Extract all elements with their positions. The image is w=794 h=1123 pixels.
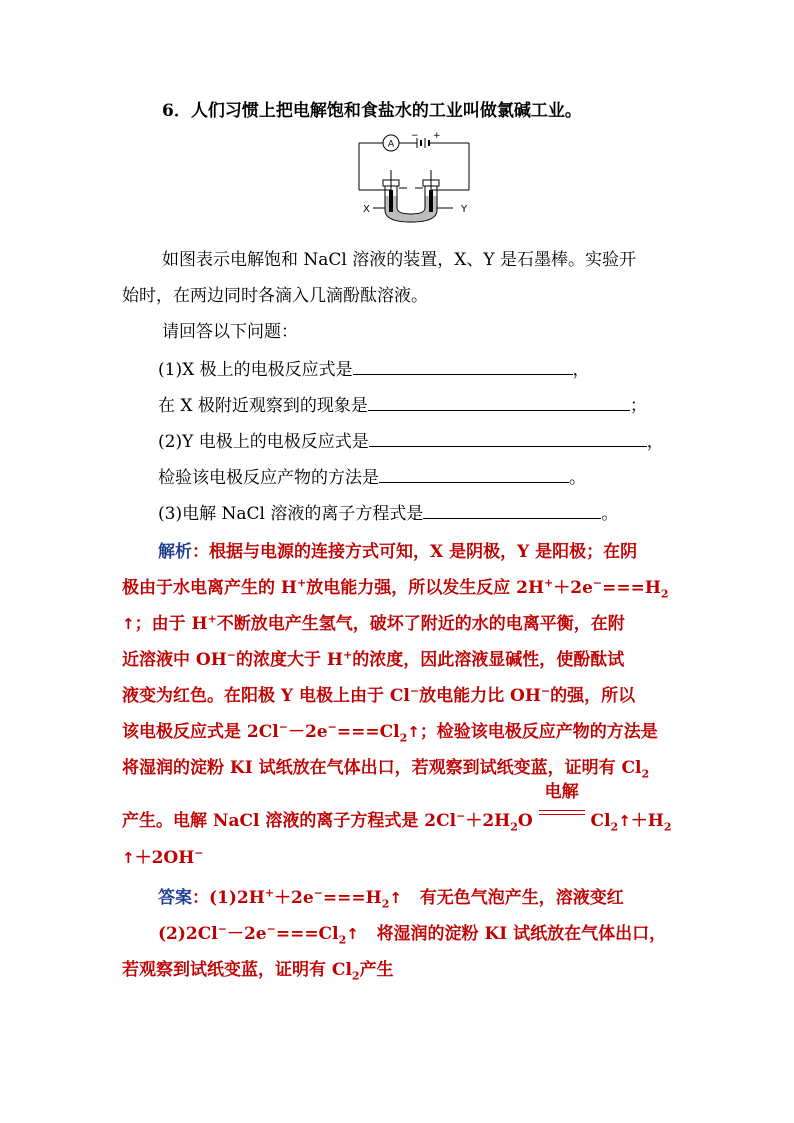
analysis-text-3a: ；由于 H [134,614,208,634]
minus-sup: − [592,576,603,590]
analysis-text-4a: 近溶液中 OH [122,650,227,670]
analysis-line-8 [122,782,672,834]
analysis-text-3b: 不断放电产生氢气，破坏了附近的水的电离平衡，在附 [216,614,625,634]
subscript-2: 2 [351,969,360,983]
question-2a [158,428,664,454]
answer-text-2b: －2e [226,924,267,944]
minus-sup: − [540,684,551,698]
minus-sup: − [313,886,323,900]
question-1a [158,356,590,382]
plus-sup: + [207,612,217,626]
analysis-line-5 [122,684,635,708]
answer-line-1 [158,886,624,910]
analysis-text-4b: 的浓度大于 H [236,650,343,670]
plus-sup: + [296,576,307,590]
battery-minus-label: − [411,131,419,141]
answer-text-2a: (2)2Cl [158,924,218,944]
answer-text-3: 若观察到试纸变蓝，证明有 Cl [122,960,352,980]
minus-sup: − [409,684,420,698]
question-1b [158,392,647,418]
question-1a-punct: ， [572,360,590,380]
gas-arrow-icon: ↑ [407,723,420,741]
analysis-line-9 [122,846,204,870]
electrode-y-label: Y [461,204,468,215]
battery-plus-label: + [433,131,441,141]
analysis-text-8b: ＋2H [465,811,511,831]
question-2a-punct: ， [646,432,664,452]
ammeter-label: A [387,139,395,150]
analysis-text-9: ＋2OH [134,848,195,868]
subscript-2: 2 [338,933,347,947]
electrolysis-condition-label: 电解 [544,782,579,802]
analysis-text-1: ：根据与电源的连接方式可知，X 是阴极，Y 是阳极；在阴 [192,542,638,562]
question-2b [158,464,586,490]
question-2a-text: (2)Y 电极上的电极反应式是 [158,432,369,452]
answer-blank-2b[interactable] [379,464,569,483]
analysis-text-8c: O [517,811,533,831]
gas-arrow-icon: ↑ [389,889,402,907]
minus-sup: − [217,922,227,936]
subscript-2: 2 [663,820,672,834]
answer-line-2 [158,922,666,946]
minus-sup: − [266,922,276,936]
analysis-line-3 [122,612,625,636]
gas-arrow-icon: ↑ [618,812,631,830]
electrode-x-label: X [363,204,370,215]
answer-text-2c: ===Cl [275,924,339,944]
answer-text-1c: ===H [322,888,382,908]
analysis-text-5a: 液变为红色。在阳极 Y 电极上由于 Cl [122,686,410,706]
answer-blank-1a[interactable] [353,356,573,375]
analysis-text-2c: ＋2e [553,578,593,598]
plus-sup: + [343,648,353,662]
question-2b-punct: 。 [569,468,586,488]
analysis-text-4c: 的浓度，因此溶液显碱性，使酚酞试 [352,650,625,670]
question-1b-punct: ； [629,396,647,416]
answer-text-2d: 将湿润的淀粉 KI 试纸放在气体出口， [376,924,667,944]
analysis-text-6a: 该电极反应式是 2Cl [122,722,279,742]
analysis-line-6 [122,720,658,744]
answer-text-1d: 有无色气泡产生，溶液变红 [419,888,624,908]
analysis-label: 解析 [158,542,192,562]
analysis-text-6c: ===Cl [336,722,400,742]
analysis-text-5b: 放电能力比 OH [419,686,541,706]
analysis-text-7a: 将湿润的淀粉 KI 试纸放在气体出口，若观察到试纸变蓝，证明有 Cl [122,758,642,778]
gas-arrow-icon: ↑ [346,925,359,943]
question-3-text: (3)电解 NaCl 溶液的离子方程式是 [158,504,424,524]
subscript-2: 2 [399,731,408,745]
answer-text-3b: 产生 [359,960,394,980]
answer-blank-3[interactable] [423,500,601,519]
question-3 [158,500,618,526]
analysis-text-6d: ；检验该电极反应产物的方法是 [419,722,658,742]
analysis-text-2a: 极由于水电离产生的 H [122,578,297,598]
subscript-2: 2 [510,820,518,834]
subscript-2: 2 [641,767,650,781]
analysis-text-5c: 的强，所以 [550,686,636,706]
description-line-2: 始时，在两边同时各滴入几滴酚酞溶液。 [122,286,428,306]
analysis-text-2d: ===H [602,578,661,598]
subscript-2: 2 [610,820,619,834]
minus-sup: − [327,720,337,734]
gas-arrow-icon: ↑ [122,849,135,867]
minus-sup: − [456,809,466,823]
answer-blank-1b[interactable] [368,392,630,411]
analysis-text-8e: ＋H [630,811,664,831]
minus-sup: − [226,648,237,662]
plus-sup: + [544,576,554,590]
answer-text-1b: ＋2e [274,888,314,908]
analysis-line-7 [122,756,649,780]
plus-sup: + [264,886,275,900]
description-line-1: 如图表示电解饱和 NaCl 溶液的装置，X、Y 是石墨棒。实验开 [162,250,636,270]
question-1b-text: 在 X 极附近观察到的现象是 [158,396,368,416]
answer-label: 答案 [158,888,192,908]
question-3-punct: 。 [601,504,619,524]
minus-sup: − [194,846,204,860]
analysis-text-8d: Cl [590,811,611,831]
answer-line-3 [122,958,394,982]
analysis-line-1 [158,540,637,564]
question-title: 6．人们习惯上把电解饱和食盐水的工业叫做氯碱工业。 [162,101,582,121]
question-1a-text: (1)X 极上的电极反应式是 [158,360,353,380]
analysis-text-6b: －2e [287,722,328,742]
answer-text-1a: ：(1)2H [192,888,265,908]
gas-arrow-icon: ↑ [122,615,135,633]
analysis-line-4 [122,648,624,672]
analysis-text-2b: 放电能力强，所以发生反应 2H [306,578,545,598]
minus-sup: − [278,720,288,734]
answer-blank-2a[interactable] [369,428,647,447]
electrolysis-figure [355,130,480,225]
analysis-text-8a: 产生。电解 NaCl 溶液的离子方程式是 2Cl [122,811,457,831]
question-prompt: 请回答以下问题： [162,322,298,342]
electrolysis-condition [539,782,585,826]
analysis-line-2 [122,576,669,600]
question-2b-text: 检验该电极反应产物的方法是 [158,468,379,488]
subscript-2: 2 [660,587,669,601]
subscript-2: 2 [381,897,390,911]
